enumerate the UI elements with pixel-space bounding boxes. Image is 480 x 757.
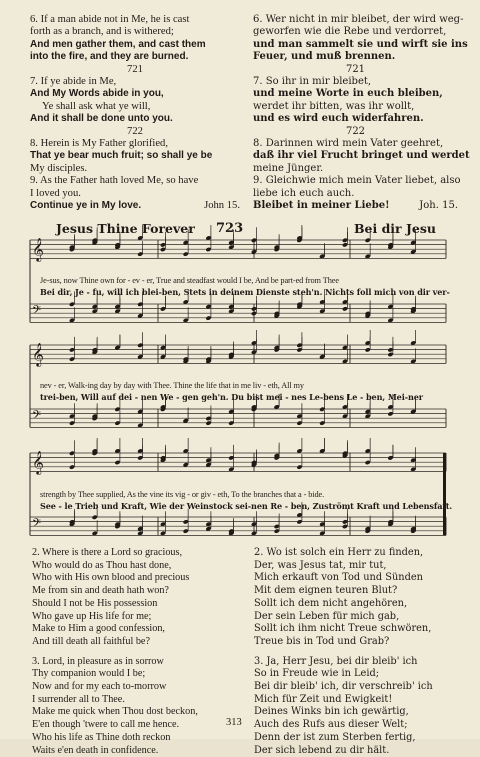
scripture-line: My disciples. (30, 162, 88, 174)
scripture-line: 6. Wer nicht in mir bleibet, der wird weg- (253, 14, 464, 25)
scripture-line: daß ihr viel Frucht bringet und werdet (253, 150, 470, 162)
verse-line: Auch des Rufs aus dieser Welt; (254, 719, 408, 731)
scripture-number: 722 (345, 125, 366, 137)
scripture-line: liebe ich euch auch. (253, 187, 355, 199)
scripture-reference: John 15. (204, 200, 240, 212)
verse-line: Who gave up His life for me; (32, 610, 152, 622)
scripture-line: werdet ihr bitten, was ihr wollt, (253, 100, 415, 112)
scripture-line: And My Words abide in you, (30, 88, 164, 100)
verse-line: Waits e'en death in confidence. (32, 744, 159, 756)
verse-line: Denn der ist zum Sterben fertig, (254, 731, 416, 743)
scripture-line: forth as a branch, and is withered; (30, 26, 174, 38)
scripture-number: 722 (127, 125, 143, 137)
verse-line: I surrender all to Thee. (32, 693, 125, 705)
verse-line: Sollt ich ihm nicht Treue schwören, (254, 623, 432, 635)
verses-english (32, 547, 247, 757)
verse-line: Sollt ich dem nicht angehören, (254, 597, 408, 609)
hymn-title-english: Jesus Thine Forever (56, 221, 195, 236)
verse-line: And till death all faithful be? (32, 635, 150, 647)
scripture-line: Continue ye in My love. (30, 200, 142, 212)
verse-line: Deines Winks bin ich gewärtig, (254, 706, 409, 718)
lyrics-german: See - le Trieb und Kraft, Wie der Weinstock sei-nen Re - ben, Zuströmt Kraft und Lebensfaft. (40, 501, 453, 511)
scripture-line: Ye shall ask what ye will, (42, 100, 151, 112)
scripture-line: Bleibet in meiner Liebe! (253, 200, 390, 212)
scripture-number: 721 (127, 63, 143, 75)
scripture-line: I loved you. (30, 187, 81, 199)
lyrics-german: Bei dir, Je - fu, will ich blei-ben, Stets in deinem Dienste steh'n. Nichts foll mich von dir ver- (40, 287, 450, 297)
verse-line: E'en though 'twere to call me hence. (32, 719, 180, 731)
page-number: 313 (226, 717, 242, 728)
scripture-line: 9. Gleichwie mich mein Vater liebet, also (253, 175, 461, 187)
scripture-line: und es wird euch widerfahren. (253, 113, 424, 125)
treble-clef-icon: 𝄞 (32, 237, 44, 261)
scripture-line: into the fire, and they are burned. (30, 51, 189, 63)
verse-line: 3. Ja, Herr Jesu, bei dir bleib' ich (254, 655, 418, 667)
scripture-line: 8. Darinnen wird mein Vater geehret, (253, 138, 444, 150)
verses-german (254, 547, 459, 757)
lyrics-english: Je-sus, now Thine own for - ev - er, True and steadfast would I be, And be part-ed from Thee (40, 276, 339, 285)
hymn-number: 723 (216, 221, 244, 236)
scripture-line: und man sammelt sie und wirft sie ins (253, 38, 468, 50)
scripture-line: That ye bear much fruit; so shall ye be (30, 150, 213, 162)
scripture-line: 7. If ye abide in Me, (30, 76, 117, 88)
scripture-line: 6. If a man abide not in Me, he is cast (30, 14, 190, 25)
verse-line: Should I not be His possession (32, 597, 158, 609)
verse-line: Treue bis in Tod und Grab? (254, 635, 390, 647)
scripture-line: 8. Herein is My Father glorified, (30, 138, 168, 150)
scripture-line: Feuer, und muß brennen. (253, 51, 396, 63)
verse-line: Now and for my each to-morrow (32, 681, 167, 693)
scripture-line: And it shall be done unto you. (30, 113, 173, 125)
verse-line: Mich erkauft von Tod und Sünden (254, 572, 423, 584)
scripture-line: geworfen wie die Rebe und verdorret, (253, 26, 447, 38)
lyrics-german: trei-ben, Will auf dei - nen We - gen geh'n. Du bist mei - nes Le-bens Le - ben, Mei-ner (40, 392, 423, 402)
verse-line: 2. Wo ist solch ein Herr zu finden, (254, 547, 424, 558)
verse-line: Make me quick when Thou dost beckon, (32, 706, 198, 718)
verse-line: So in Freude wie in Leid; (254, 668, 380, 680)
verse-3-de (254, 656, 459, 757)
verse-2-en (32, 547, 247, 649)
verse-line: Who with His own blood and precious (32, 572, 190, 584)
scripture-number: 721 (345, 63, 366, 75)
treble-clef-icon: 𝄞 (32, 450, 44, 474)
lyrics-english: nev - er, Walk-ing day by day with Thee. Thine the life that in me liv - eth, All my (40, 381, 304, 390)
verse-2-de (254, 547, 459, 649)
verse-line: 3. Lord, in pleasure as in sorrow (32, 655, 164, 667)
scripture-line: meine Jünger. (253, 162, 324, 174)
verse-line: Der sein Leben für mich gab, (254, 610, 400, 622)
scripture-line: 9. As the Father hath loved Me, so have (30, 175, 199, 187)
verse-3-en (32, 656, 247, 757)
scripture-line: und meine Worte in euch bleiben, (253, 88, 443, 100)
verse-line: Who his life as Thine doth reckon (32, 731, 171, 743)
verse-line: 2. Where is there a Lord so gracious, (32, 547, 183, 558)
verse-line: Der, was Jesus tat, mir tut, (254, 559, 387, 571)
scripture-line: 7. So ihr in mir bleibet, (253, 76, 372, 88)
verse-line: Make to Him a good confession, (32, 623, 165, 635)
scripture-line: And men gather them, and cast them (30, 38, 206, 50)
bass-clef-icon: 𝄢 (32, 304, 42, 320)
verse-line: Bei dir bleib' ich, dir verschreib' ich (254, 681, 433, 693)
verse-line: Mich für Zeit und Ewigkeit! (254, 693, 393, 705)
treble-clef-icon: 𝄞 (32, 342, 44, 366)
hymn-title-german: Bei dir Jesu (353, 221, 436, 236)
scripture-reference: Joh. 15. (419, 200, 458, 212)
bass-clef-icon: 𝄢 (32, 409, 42, 425)
verse-line: Thy companion would I be; (32, 668, 146, 680)
bass-clef-icon: 𝄢 (32, 517, 42, 533)
verse-line: Mit dem eignen teuren Blut? (254, 585, 398, 597)
verse-line: Der sich lebend zu dir hält. (254, 744, 390, 756)
lyrics-english: strength by Thee supplied, As the vine its vig - or giv - eth, To the branches that a - bide. (40, 490, 325, 499)
verse-line: Who would do as Thou hast done, (32, 559, 172, 571)
verse-line: Me from sin and death hath won? (32, 585, 169, 597)
